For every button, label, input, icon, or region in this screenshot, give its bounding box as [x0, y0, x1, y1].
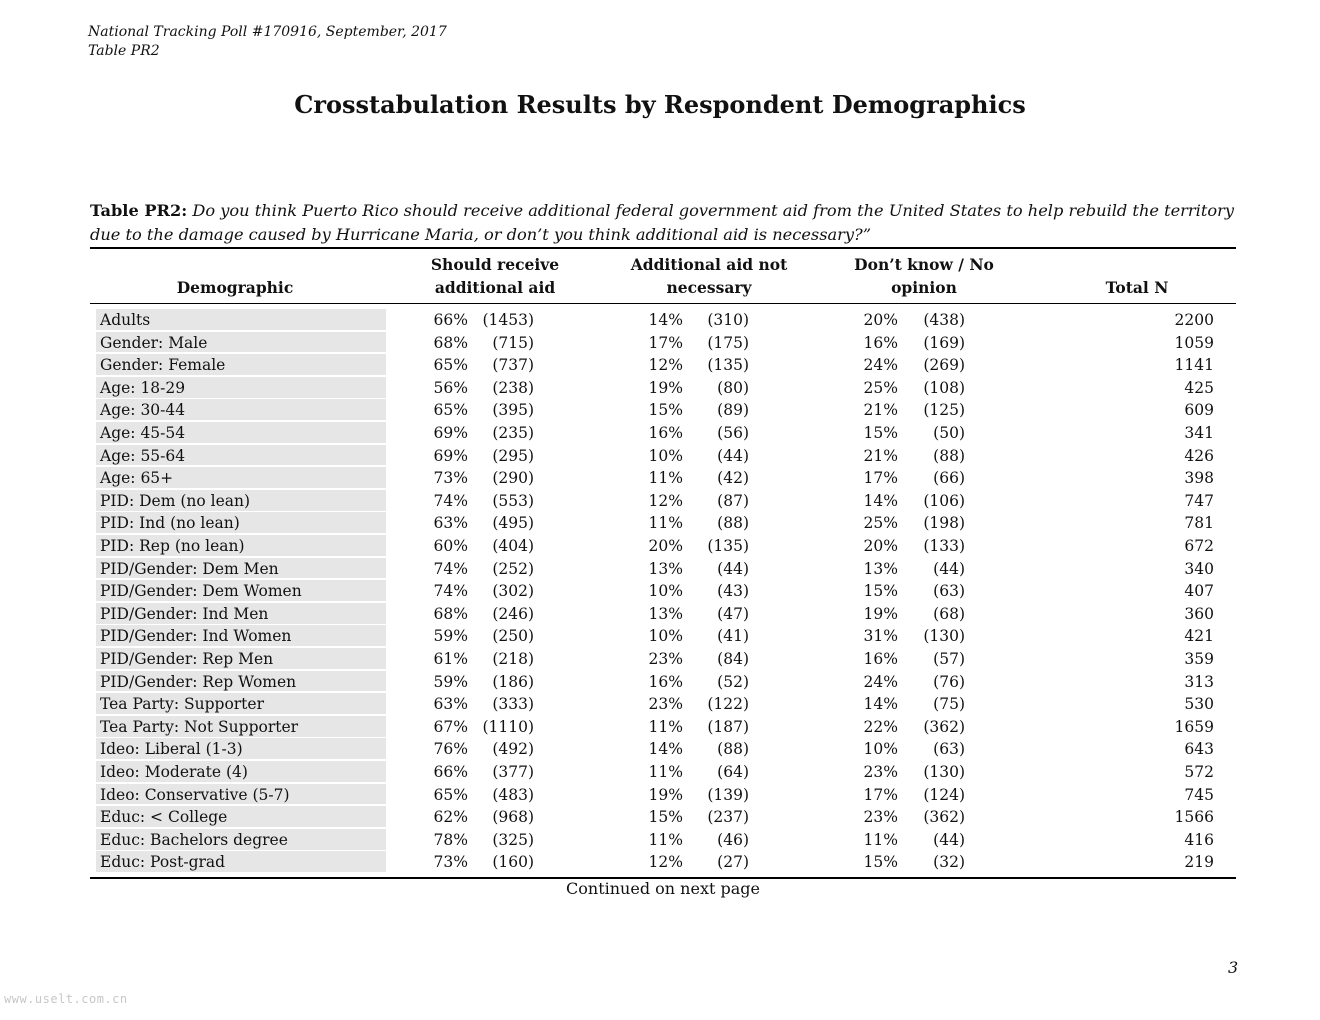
page-title: Crosstabulation Results by Respondent Demographics [294, 90, 1026, 119]
not-necessary-pct: 10% [648, 627, 683, 646]
col-header-total-n: Total N [1105, 278, 1169, 297]
not-necessary-pct: 11% [648, 717, 683, 736]
dont-know-n: (106) [923, 491, 965, 510]
row-label: Educ: Bachelors degree [96, 829, 386, 851]
should-receive-pct: 78% [433, 830, 468, 849]
dont-know-n: (63) [933, 740, 965, 759]
dont-know-pct: 14% [863, 695, 898, 714]
not-necessary-n: (135) [707, 356, 749, 375]
not-necessary-pct: 23% [648, 650, 683, 668]
dont-know-n: (63) [933, 582, 965, 601]
row-label: PID: Dem (no lean) [96, 490, 386, 512]
should-receive-n: (715) [492, 333, 534, 352]
should-receive-pct: 65% [433, 785, 468, 804]
total-n: 398 [1184, 469, 1214, 488]
dont-know-n: (75) [933, 695, 965, 714]
should-receive-pct: 63% [433, 514, 468, 533]
dont-know-n: (362) [923, 717, 965, 736]
not-necessary-n: (41) [717, 627, 749, 646]
col-header-dont-know-line1: Don’t know / No [854, 255, 994, 274]
table-row [90, 716, 1236, 739]
table-row [90, 467, 1236, 490]
row-label: Tea Party: Supporter [96, 693, 386, 715]
not-necessary-n: (80) [717, 378, 749, 397]
dont-know-pct: 13% [863, 559, 898, 578]
should-receive-n: (160) [492, 853, 534, 872]
table-row [90, 399, 1236, 422]
row-label: Age: 18-29 [96, 377, 386, 399]
should-receive-n: (246) [492, 604, 534, 623]
should-receive-n: (737) [492, 356, 534, 375]
dont-know-n: (438) [923, 311, 965, 329]
total-n: 572 [1184, 763, 1214, 781]
dont-know-n: (130) [923, 763, 965, 781]
not-necessary-pct: 12% [648, 853, 683, 872]
table-row [90, 309, 1236, 332]
should-receive-pct: 73% [433, 853, 468, 872]
should-receive-pct: 74% [433, 582, 468, 601]
poll-name: National Tracking Poll #170916, September, 2017 [88, 24, 447, 40]
should-receive-pct: 73% [433, 469, 468, 488]
dont-know-n: (169) [923, 333, 965, 352]
row-label: PID/Gender: Dem Men [96, 558, 386, 580]
not-necessary-n: (47) [717, 604, 749, 623]
table-row [90, 806, 1236, 829]
dont-know-pct: 16% [863, 333, 898, 352]
dont-know-pct: 21% [863, 401, 898, 420]
dont-know-n: (125) [923, 401, 965, 420]
col-header-not-necessary-line1: Additional aid not [630, 255, 788, 274]
row-label: PID/Gender: Ind Men [96, 603, 386, 625]
dont-know-n: (133) [923, 537, 965, 555]
not-necessary-n: (84) [717, 650, 749, 668]
not-necessary-pct: 23% [648, 695, 683, 714]
dont-know-pct: 15% [863, 424, 898, 442]
should-receive-n: (495) [492, 514, 534, 533]
not-necessary-n: (44) [717, 559, 749, 578]
table-row [90, 512, 1236, 535]
row-label: Educ: Post-grad [96, 851, 386, 873]
table-row [90, 693, 1236, 716]
total-n: 359 [1184, 650, 1214, 668]
row-label: Gender: Male [96, 332, 386, 354]
should-receive-n: (377) [492, 763, 534, 781]
total-n: 1141 [1174, 356, 1214, 375]
table-row [90, 377, 1236, 400]
dont-know-pct: 22% [863, 717, 898, 736]
dont-know-n: (57) [933, 650, 965, 668]
not-necessary-n: (88) [717, 514, 749, 533]
dont-know-n: (44) [933, 559, 965, 578]
dont-know-pct: 20% [863, 311, 898, 329]
row-label: Age: 65+ [96, 467, 386, 489]
should-receive-pct: 59% [433, 672, 468, 691]
col-header-not-necessary-line2: necessary [666, 278, 752, 297]
not-necessary-n: (46) [717, 830, 749, 849]
should-receive-pct: 65% [433, 401, 468, 420]
row-label: PID: Rep (no lean) [96, 535, 386, 557]
dont-know-n: (362) [923, 808, 965, 827]
row-label: Age: 55-64 [96, 445, 386, 467]
table-row [90, 490, 1236, 513]
dont-know-n: (198) [923, 514, 965, 533]
should-receive-pct: 59% [433, 627, 468, 646]
total-n: 313 [1184, 672, 1214, 691]
col-header-should-receive-line1: Should receive [430, 255, 560, 274]
should-receive-pct: 56% [433, 378, 468, 397]
should-receive-n: (1110) [482, 717, 534, 736]
should-receive-n: (333) [492, 695, 534, 714]
should-receive-n: (492) [492, 740, 534, 759]
dont-know-pct: 31% [863, 627, 898, 646]
page-number: 3 [1228, 958, 1239, 977]
dont-know-n: (44) [933, 830, 965, 849]
table-row [90, 354, 1236, 377]
should-receive-pct: 74% [433, 491, 468, 510]
dont-know-pct: 25% [863, 378, 898, 397]
dont-know-pct: 17% [863, 785, 898, 804]
should-receive-pct: 60% [433, 537, 468, 555]
total-n: 643 [1184, 740, 1214, 759]
dont-know-pct: 23% [863, 808, 898, 827]
table-row [90, 580, 1236, 603]
not-necessary-pct: 11% [648, 514, 683, 533]
not-necessary-n: (187) [707, 717, 749, 736]
col-header-should-receive-line2: additional aid [434, 278, 556, 297]
table-row [90, 603, 1236, 626]
col-header-dont-know-line2: opinion [891, 278, 957, 297]
not-necessary-pct: 15% [648, 808, 683, 827]
should-receive-n: (395) [492, 401, 534, 420]
table-row [90, 625, 1236, 648]
dont-know-pct: 25% [863, 514, 898, 533]
total-n: 672 [1184, 537, 1214, 555]
not-necessary-pct: 17% [648, 333, 683, 352]
should-receive-pct: 69% [433, 446, 468, 465]
table-row [90, 738, 1236, 761]
not-necessary-n: (310) [707, 311, 749, 329]
not-necessary-pct: 10% [648, 446, 683, 465]
row-label: Ideo: Conservative (5-7) [96, 784, 386, 806]
dont-know-pct: 11% [863, 830, 898, 849]
not-necessary-n: (175) [707, 333, 749, 352]
should-receive-pct: 63% [433, 695, 468, 714]
row-label: Age: 30-44 [96, 399, 386, 421]
not-necessary-n: (135) [707, 537, 749, 555]
row-label: Age: 45-54 [96, 422, 386, 444]
should-receive-n: (295) [492, 446, 534, 465]
should-receive-n: (302) [492, 582, 534, 601]
total-n: 747 [1184, 491, 1214, 510]
should-receive-n: (968) [492, 808, 534, 827]
not-necessary-pct: 13% [648, 559, 683, 578]
row-label: PID/Gender: Dem Women [96, 580, 386, 602]
dont-know-n: (130) [923, 627, 965, 646]
not-necessary-pct: 16% [648, 672, 683, 691]
table-row [90, 535, 1236, 558]
total-n: 416 [1184, 830, 1214, 849]
not-necessary-pct: 20% [648, 537, 683, 555]
table-row [90, 558, 1236, 581]
not-necessary-pct: 16% [648, 424, 683, 442]
caption-question: Do you think Puerto Rico should receive additional federal government aid from the United States to help rebuild the territory due to the damage caused by Hurricane Maria, or don’t you think additional aid is necessary?” [90, 201, 1234, 244]
not-necessary-n: (88) [717, 740, 749, 759]
total-n: 340 [1184, 559, 1214, 578]
should-receive-pct: 69% [433, 424, 468, 442]
should-receive-n: (404) [492, 537, 534, 555]
row-label: PID: Ind (no lean) [96, 512, 386, 534]
table-row [90, 784, 1236, 807]
not-necessary-n: (89) [717, 401, 749, 420]
total-n: 421 [1184, 627, 1214, 646]
should-receive-n: (290) [492, 469, 534, 488]
not-necessary-pct: 14% [648, 311, 683, 329]
total-n: 781 [1184, 514, 1214, 533]
should-receive-pct: 67% [433, 717, 468, 736]
table-row [90, 851, 1236, 874]
col-header-dont-know [824, 253, 1024, 299]
table-row [90, 648, 1236, 671]
total-n: 425 [1184, 378, 1214, 397]
should-receive-n: (250) [492, 627, 534, 646]
not-necessary-n: (43) [717, 582, 749, 601]
not-necessary-n: (42) [717, 469, 749, 488]
total-n: 407 [1184, 582, 1214, 601]
total-n: 745 [1184, 785, 1214, 804]
dont-know-pct: 19% [863, 604, 898, 623]
not-necessary-n: (139) [707, 785, 749, 804]
table-row [90, 829, 1236, 852]
row-label: Educ: < College [96, 806, 386, 828]
dont-know-n: (108) [923, 378, 965, 397]
table-row [90, 671, 1236, 694]
not-necessary-n: (122) [707, 695, 749, 714]
not-necessary-pct: 14% [648, 740, 683, 759]
should-receive-pct: 76% [433, 740, 468, 759]
row-label: Tea Party: Not Supporter [96, 716, 386, 738]
dont-know-n: (66) [933, 469, 965, 488]
total-n: 360 [1184, 604, 1214, 623]
not-necessary-pct: 19% [648, 378, 683, 397]
dont-know-pct: 21% [863, 446, 898, 465]
not-necessary-pct: 15% [648, 401, 683, 420]
not-necessary-n: (44) [717, 446, 749, 465]
continued-note: Continued on next page [566, 879, 760, 898]
table-top-rule [90, 247, 1236, 249]
dont-know-pct: 14% [863, 491, 898, 510]
dont-know-pct: 15% [863, 853, 898, 872]
row-label: PID/Gender: Rep Women [96, 671, 386, 693]
dont-know-n: (269) [923, 356, 965, 375]
not-necessary-pct: 12% [648, 491, 683, 510]
dont-know-pct: 20% [863, 537, 898, 555]
dont-know-n: (68) [933, 604, 965, 623]
dont-know-pct: 23% [863, 763, 898, 781]
not-necessary-n: (27) [717, 853, 749, 872]
total-n: 1566 [1174, 808, 1214, 827]
row-label: Ideo: Liberal (1-3) [96, 738, 386, 760]
table-row [90, 332, 1236, 355]
total-n: 426 [1184, 446, 1214, 465]
total-n: 1059 [1174, 333, 1214, 352]
total-n: 1659 [1174, 717, 1214, 736]
row-label: Adults [96, 309, 386, 331]
should-receive-n: (325) [492, 830, 534, 849]
dont-know-pct: 16% [863, 650, 898, 668]
should-receive-pct: 65% [433, 356, 468, 375]
table-row [90, 761, 1236, 784]
not-necessary-n: (56) [717, 424, 749, 442]
should-receive-n: (483) [492, 785, 534, 804]
not-necessary-pct: 11% [648, 469, 683, 488]
should-receive-pct: 66% [433, 311, 468, 329]
dont-know-n: (88) [933, 446, 965, 465]
total-n: 341 [1184, 424, 1214, 442]
row-label: Gender: Female [96, 354, 386, 376]
not-necessary-pct: 11% [648, 830, 683, 849]
table-row [90, 445, 1236, 468]
not-necessary-n: (87) [717, 491, 749, 510]
col-header-not-necessary [609, 253, 809, 299]
watermark: www.uselt.com.cn [4, 992, 128, 1006]
should-receive-n: (235) [492, 424, 534, 442]
should-receive-n: (238) [492, 378, 534, 397]
should-receive-pct: 61% [433, 650, 468, 668]
row-label: PID/Gender: Ind Women [96, 625, 386, 647]
dont-know-pct: 10% [863, 740, 898, 759]
table-caption [90, 199, 1240, 247]
should-receive-n: (186) [492, 672, 534, 691]
should-receive-n: (553) [492, 491, 534, 510]
not-necessary-pct: 10% [648, 582, 683, 601]
total-n: 2200 [1174, 311, 1214, 329]
table-row [90, 422, 1236, 445]
total-n: 609 [1184, 401, 1214, 420]
dont-know-n: (76) [933, 672, 965, 691]
not-necessary-pct: 19% [648, 785, 683, 804]
caption-label: Table PR2: [90, 201, 188, 220]
not-necessary-pct: 13% [648, 604, 683, 623]
page-header [88, 23, 447, 61]
dont-know-n: (32) [933, 853, 965, 872]
should-receive-pct: 66% [433, 763, 468, 781]
dont-know-pct: 15% [863, 582, 898, 601]
should-receive-n: (218) [492, 650, 534, 668]
dont-know-pct: 24% [863, 356, 898, 375]
not-necessary-pct: 11% [648, 763, 683, 781]
not-necessary-n: (64) [717, 763, 749, 781]
dont-know-n: (124) [923, 785, 965, 804]
should-receive-pct: 62% [433, 808, 468, 827]
not-necessary-n: (237) [707, 808, 749, 827]
should-receive-pct: 68% [433, 333, 468, 352]
dont-know-pct: 17% [863, 469, 898, 488]
not-necessary-n: (52) [717, 672, 749, 691]
total-n: 219 [1184, 853, 1214, 872]
should-receive-n: (1453) [482, 311, 534, 329]
row-label: PID/Gender: Rep Men [96, 648, 386, 670]
should-receive-pct: 68% [433, 604, 468, 623]
should-receive-pct: 74% [433, 559, 468, 578]
row-label: Ideo: Moderate (4) [96, 761, 386, 783]
header-bottom-rule [90, 303, 1236, 304]
should-receive-n: (252) [492, 559, 534, 578]
col-header-should-receive [395, 253, 595, 299]
dont-know-pct: 24% [863, 672, 898, 691]
dont-know-n: (50) [933, 424, 965, 442]
not-necessary-pct: 12% [648, 356, 683, 375]
table-id: Table PR2 [88, 43, 160, 59]
total-n: 530 [1184, 695, 1214, 714]
col-header-demographic: Demographic [176, 278, 294, 297]
